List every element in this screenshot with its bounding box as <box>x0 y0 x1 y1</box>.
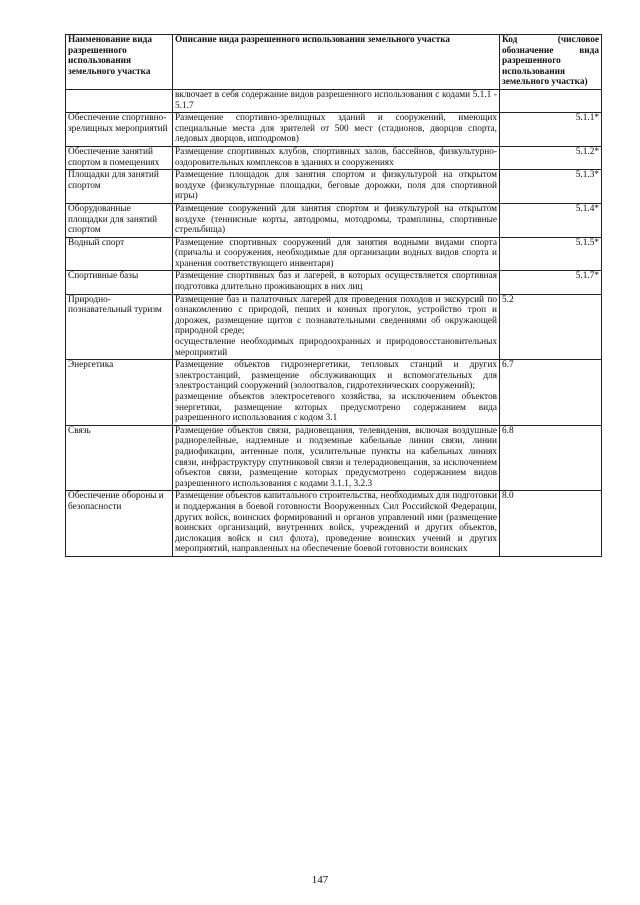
description-paragraph: осуществление необходимых природоохранных и природовосстановительных мероприятий <box>175 337 497 358</box>
row-code: 5.1.1* <box>500 113 602 147</box>
description-paragraph: включает в себя содержание видов разрешенного использования с кодами 5.1.1 - 5.1.7 <box>175 89 497 111</box>
description-paragraph: Размещение спортивных баз и лагерей, в которых осуществляется спортивная подготовка длительно проживающих в них лиц <box>175 271 497 293</box>
row-code: 5.1.2* <box>500 146 602 169</box>
row-name: Оборудованные площадки для занятий спортом <box>66 203 173 237</box>
row-name: Площадки для занятий спортом <box>66 170 173 204</box>
row-description <box>173 491 500 557</box>
table-row <box>66 146 602 169</box>
land-use-table <box>65 34 602 557</box>
row-description <box>173 170 500 204</box>
row-description <box>173 203 500 237</box>
table-row <box>66 271 602 294</box>
row-description <box>173 294 500 360</box>
row-name <box>66 89 173 112</box>
row-name: Спортивные базы <box>66 271 173 294</box>
row-name: Водный спорт <box>66 237 173 271</box>
row-description <box>173 237 500 271</box>
description-paragraph: Размещение спортивных клубов, спортивных залов, бассейнов, физкультурно-оздоровительных комплексов в зданиях и сооружениях <box>175 146 497 168</box>
row-code: 8.0 <box>500 491 602 557</box>
description-paragraph: Размещение спортивных сооружений для занятия водными видами спорта (причалы и сооружения, необходимые для организации водных видов спорта и хранения соответствующего инвентаря) <box>175 237 497 269</box>
description-paragraph: Размещение объектов связи, радиовещания, телевидения, включая воздушные радиорелейные, надземные и подземные кабельные линии связи, линии радиофикации, антенные поля, усилительные пункты на кабельных линиях связи, инфраструктуру спутниковой связи и телерадиовещания, за исключением объектов связи, размещение которых предусмотрено содержанием видов разрешенного использования с кодами 3.1.1, 3.2.3 <box>175 425 497 489</box>
row-name: Обеспечение занятий спортом в помещениях <box>66 146 173 169</box>
row-description <box>173 146 500 169</box>
table-row <box>66 113 602 147</box>
table-row <box>66 425 602 491</box>
row-code: 5.1.3* <box>500 170 602 204</box>
row-description <box>173 113 500 147</box>
header-code: Код (числовое обозначение вида разрешенного использования земельного участка) <box>500 35 602 90</box>
row-name: Обеспечение обороны и безопасности <box>66 491 173 557</box>
row-name: Связь <box>66 425 173 491</box>
table-header-row <box>66 35 602 90</box>
row-name: Обеспечение спортивно-зрелищных мероприятий <box>66 113 173 147</box>
row-description <box>173 360 500 426</box>
header-description: Описание вида разрешенного использования земельного участка <box>173 35 500 90</box>
table-row <box>66 170 602 204</box>
description-paragraph: Размещение баз и палаточных лагерей для проведения походов и экскурсий по ознакомлению с природой, пеших и конных прогулок, устройство троп и дорожек, размещение щитов с познавательными сведениями об окружающей природной среде; <box>175 294 497 337</box>
table-row <box>66 360 602 426</box>
table-row <box>66 294 602 360</box>
table-body <box>66 89 602 556</box>
row-name: Природно-познавательный туризм <box>66 294 173 360</box>
row-name: Энергетика <box>66 360 173 426</box>
description-paragraph: Размещение площадок для занятия спортом и физкультурой на открытом воздухе (физкультурные площадки, беговые дорожки, поля для спортивной игры) <box>175 170 497 202</box>
row-code: 5.1.5* <box>500 237 602 271</box>
row-description <box>173 89 500 112</box>
row-code <box>500 89 602 112</box>
row-description <box>173 271 500 294</box>
header-name: Наименование вида разрешенного использования земельного участка <box>66 35 173 90</box>
description-paragraph: Размещение объектов капитального строительства, необходимых для подготовки и поддержания в боевой готовности Вооруженных Сил Российской Федерации, других войск, воинских формирований и органов управлений ими (размещение воинских организаций, внутренних войск, учреждений и других объектов, дислокация войск и сил флота), проведение воинских учений и других мероприятий, направленных на обеспечение боевой готовности воинских <box>175 491 497 555</box>
description-paragraph: Размещение сооружений для занятия спортом и физкультурой на открытом воздухе (теннисные корты, автодромы, мотодромы, трамплины, спортивные стрельбища) <box>175 203 497 236</box>
page-number: 147 <box>311 874 329 886</box>
table-row <box>66 89 602 112</box>
description-paragraph: размещение объектов электросетевого хозяйства, за исключением объектов энергетики, размещение которых предусмотрено содержанием вида разрешенного использования с кодом 3.1 <box>175 392 497 424</box>
table-row <box>66 237 602 271</box>
description-paragraph: Размещение спортивно-зрелищных зданий и сооружений, имеющих специальные места для зрителей от 500 мест (стадионов, дворцов спорта, ледовых дворцов, ипподромов) <box>175 113 497 145</box>
row-code: 5.2 <box>500 294 602 360</box>
row-code: 5.1.7* <box>500 271 602 294</box>
table-row <box>66 491 602 557</box>
row-description <box>173 425 500 491</box>
table-row <box>66 203 602 237</box>
row-code: 6.8 <box>500 425 602 491</box>
description-paragraph: Размещение объектов гидроэнергетики, тепловых станций и других электростанций, размещение обслуживающих и вспомогательных для электростанций сооружений (золоотвалов, гидротехнических сооружений); <box>175 360 497 392</box>
row-code: 5.1.4* <box>500 203 602 237</box>
row-code: 6.7 <box>500 360 602 426</box>
